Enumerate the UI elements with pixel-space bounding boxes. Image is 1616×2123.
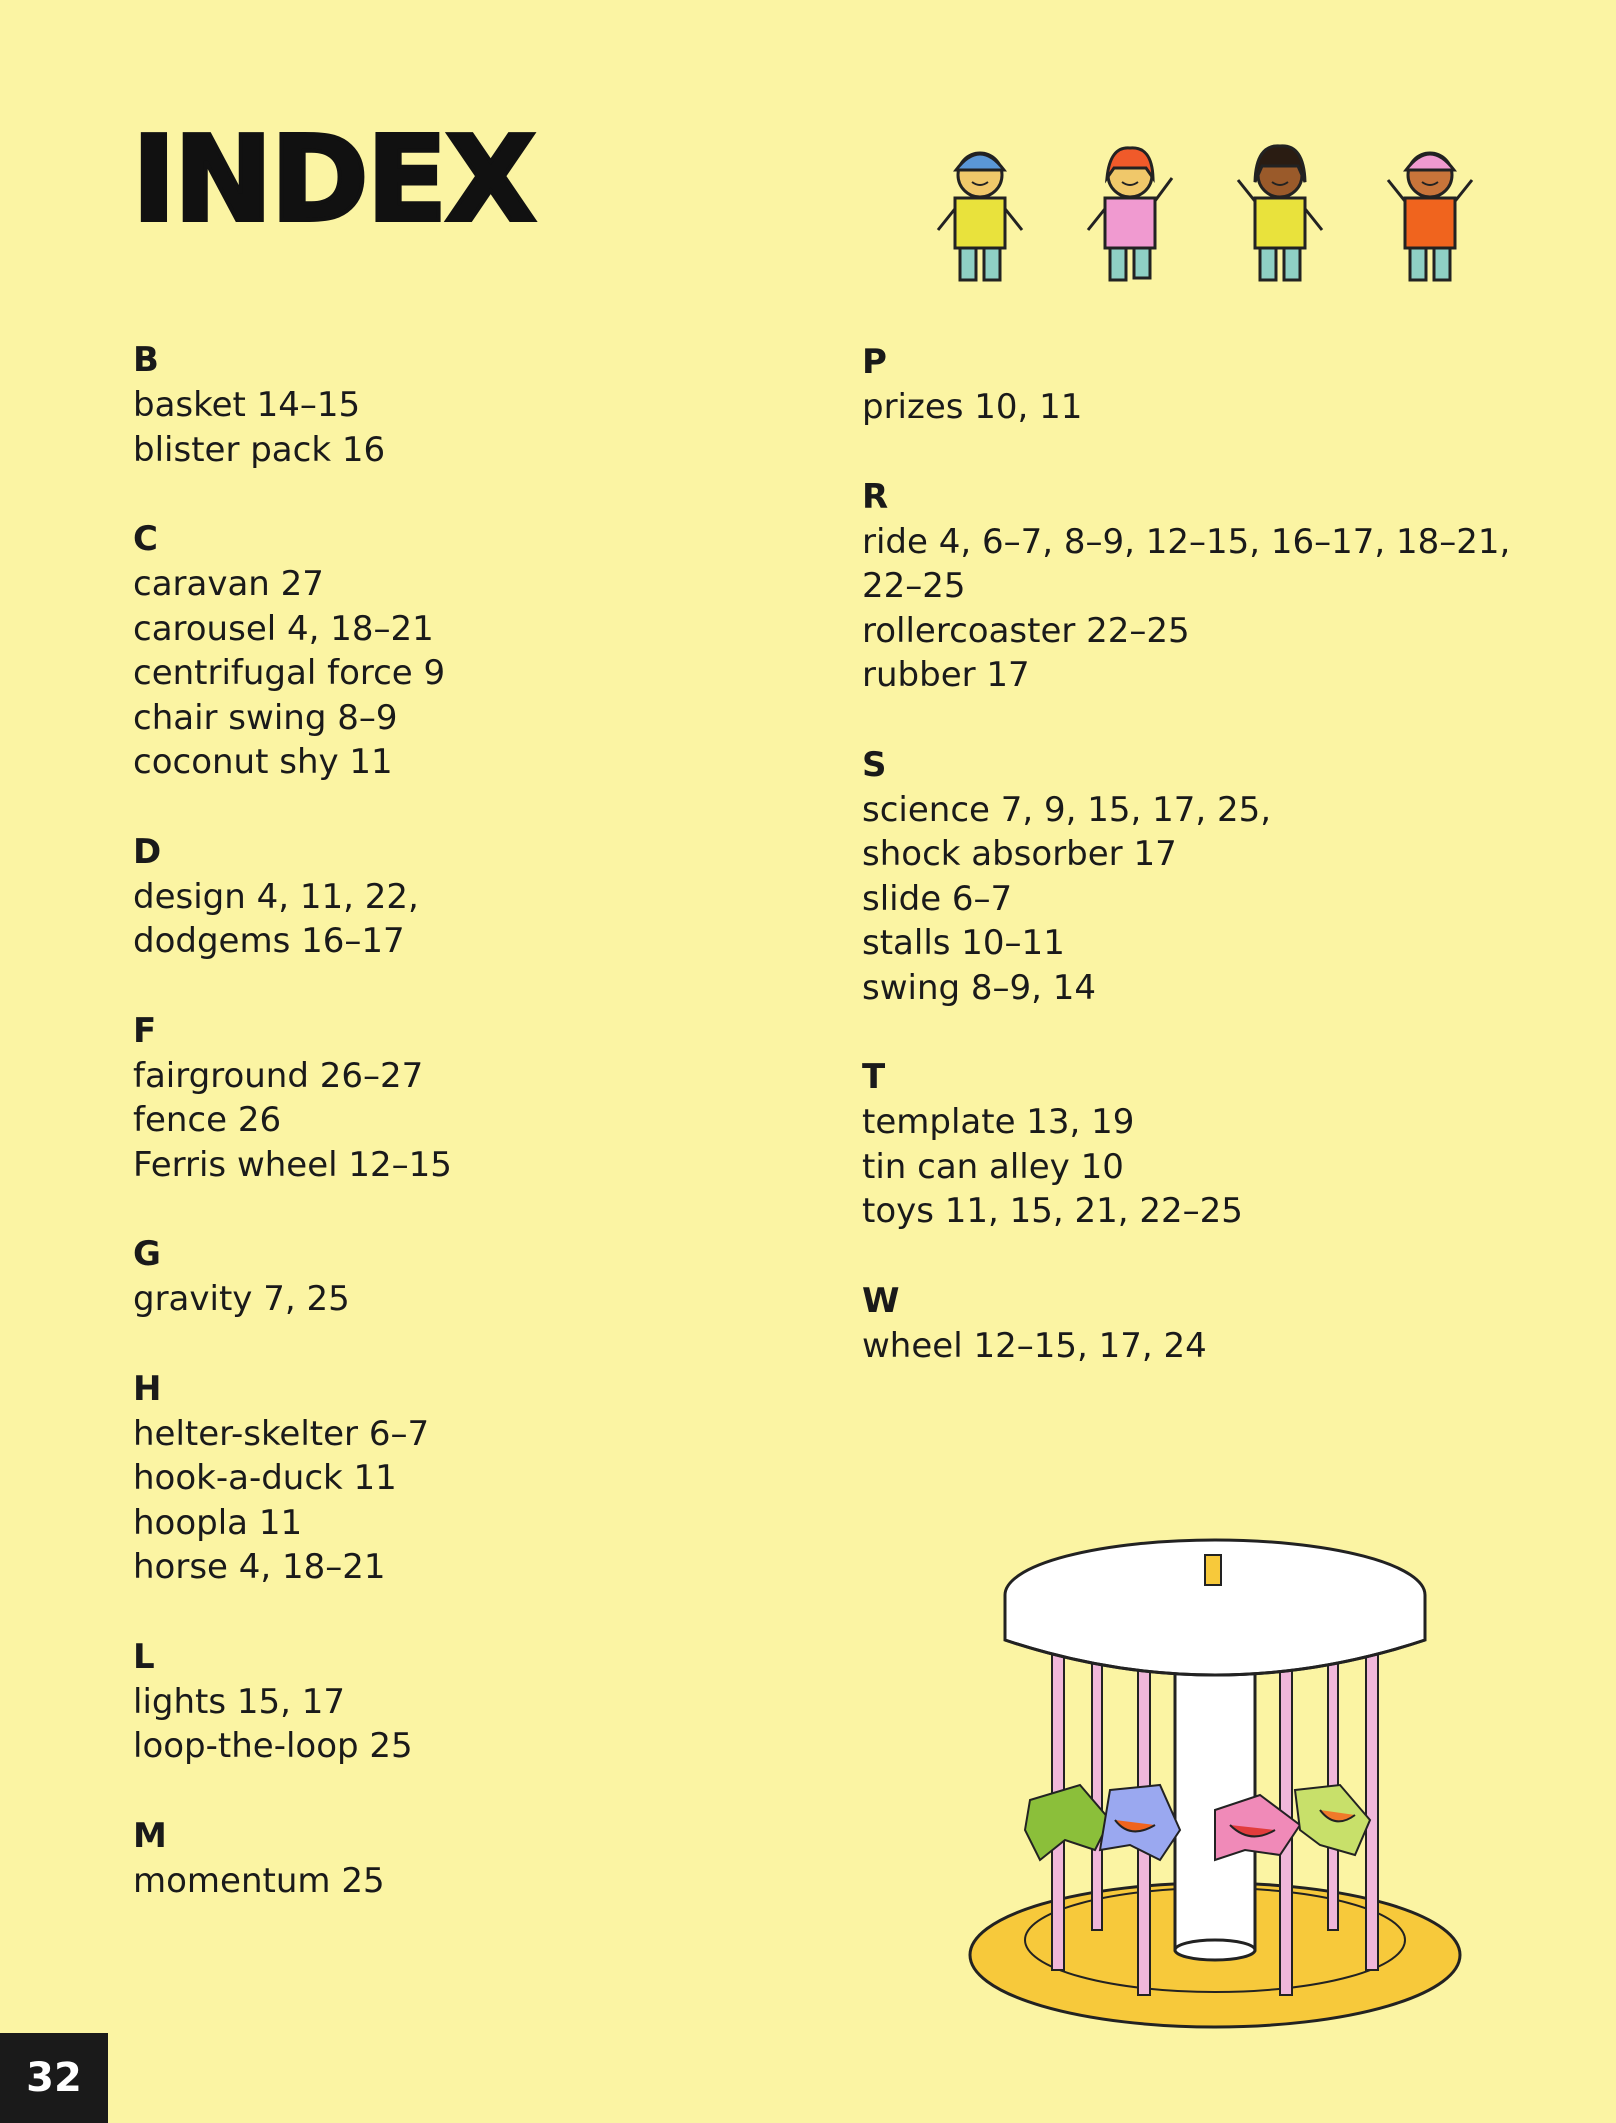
index-entry: gravity 7, 25 (133, 1279, 350, 1319)
section-letter: M (133, 1815, 167, 1856)
index-section-m (133, 1816, 773, 1904)
index-section-g (133, 1234, 773, 1322)
section-letter: P (862, 342, 887, 382)
section-letter: F (133, 1010, 157, 1051)
index-entry: slide 6–7 (862, 878, 1013, 919)
child-figure-4 (1388, 153, 1472, 280)
section-letter: W (862, 1280, 900, 1321)
index-entry: design 4, 11, 22, (133, 876, 419, 917)
index-entry: dodgems 16–17 (133, 921, 405, 961)
index-entry: blister pack 16 (133, 429, 386, 470)
section-letter: H (133, 1368, 162, 1409)
index-entry: shock absorber 17 (862, 834, 1177, 874)
index-section-l (133, 1637, 773, 1769)
index-entry: coconut shy 11 (133, 742, 393, 782)
index-entry: hook-a-duck 11 (133, 1458, 397, 1498)
index-section-b (133, 340, 773, 472)
index-section-h (133, 1369, 773, 1590)
section-letter: T (862, 1057, 886, 1097)
index-entry: ride 4, 6–7, 8–9, 12–15, 16–17, 18–21, (862, 521, 1511, 562)
index-entry: science 7, 9, 15, 17, 25, (862, 789, 1272, 830)
index-entry: wheel 12–15, 17, 24 (862, 1325, 1207, 1366)
index-entry: fence 26 (133, 1100, 282, 1140)
section-letter: B (133, 340, 159, 380)
index-section-c (133, 519, 773, 785)
children-illustration (890, 130, 1500, 300)
index-entry: template 13, 19 (862, 1102, 1135, 1142)
child-figure-1 (938, 153, 1022, 280)
index-section-p (862, 342, 1562, 430)
index-entry: centrifugal force 9 (133, 653, 446, 693)
index-entry: lights 15, 17 (133, 1681, 346, 1722)
index-entry: rollercoaster 22–25 (862, 610, 1190, 651)
index-entry: prizes 10, 11 (862, 387, 1083, 427)
section-letter: L (133, 1636, 155, 1677)
index-entry: 22–25 (862, 566, 966, 606)
index-section-d (133, 832, 773, 964)
index-entry: swing 8–9, 14 (862, 967, 1097, 1008)
section-letter: R (862, 476, 889, 517)
section-letter: G (133, 1234, 161, 1274)
index-right-column (862, 342, 1562, 1415)
index-entry: caravan 27 (133, 564, 324, 604)
index-entry: helter-skelter 6–7 (133, 1413, 430, 1454)
index-entry: carousel 4, 18–21 (133, 608, 434, 649)
child-figure-3 (1238, 146, 1322, 280)
index-entry: hoopla 11 (133, 1502, 303, 1543)
page-number: 32 (0, 2033, 108, 2123)
index-section-r (862, 477, 1562, 698)
index-entry: horse 4, 18–21 (133, 1547, 386, 1587)
page-title: INDEX (132, 110, 535, 248)
carousel-illustration (960, 1500, 1470, 2040)
index-section-s (862, 745, 1562, 1011)
index-entry: fairground 26–27 (133, 1055, 424, 1096)
index-entry: basket 14–15 (133, 385, 361, 425)
index-entry: loop-the-loop 25 (133, 1726, 413, 1766)
index-left-column (133, 340, 773, 1950)
index-section-w (862, 1281, 1562, 1369)
index-section-t (862, 1057, 1562, 1234)
index-section-f (133, 1011, 773, 1188)
index-entry: toys 11, 15, 21, 22–25 (862, 1191, 1243, 1231)
index-entry: stalls 10–11 (862, 923, 1065, 963)
child-figure-2 (1088, 148, 1172, 280)
index-entry: chair swing 8–9 (133, 697, 398, 738)
index-entry: rubber 17 (862, 655, 1030, 695)
section-letter: C (133, 519, 158, 559)
index-entry: momentum 25 (133, 1860, 385, 1901)
index-entry: tin can alley 10 (862, 1146, 1124, 1187)
section-letter: D (133, 831, 162, 872)
section-letter: S (862, 744, 887, 785)
index-entry: Ferris wheel 12–15 (133, 1144, 452, 1185)
